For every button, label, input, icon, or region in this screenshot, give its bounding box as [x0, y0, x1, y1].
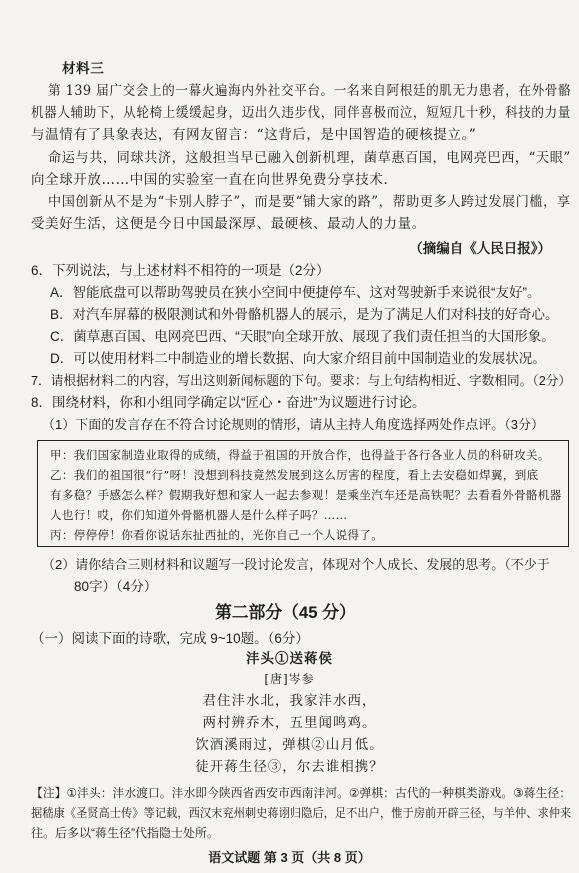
speech-yi-line1: 乙：我们的祖国很“行”呀！没想到科技竟然发展到这么厉害的程度，看上去安稳如焊翼，到底: [50, 468, 539, 482]
poem-author: [唐]岑参: [264, 672, 315, 686]
poem-line-4: 徒开蒋生径③，尔去谁相携？: [195, 759, 384, 775]
material-source: （摘编自《人民日报》）: [409, 241, 551, 256]
material-p1-line3: 与温情有了具象表达，有网友留言：“这背后，是中国智造的硬核提立。”: [31, 127, 477, 143]
poem-line-1: 君住沣水北，我家沣水西，: [202, 693, 377, 709]
q8-sub2-line1: （2）请你结合三则材料和议题写一段讨论发言，体现对个人成长、发展的思考。（不少于: [42, 557, 550, 572]
q6-stem: 6．下列说法，与上述材料不相符的一项是（2分）: [31, 263, 330, 278]
q8-sub1: （1）下面的发言存在不符合讨论规则的情形，请从主持人角度选择两处作点评。（3分）: [42, 417, 544, 432]
material-p1-line2: 机器人辅助下，从轮椅上缓缓起身，迈出久违步伐，同伴喜极而泣，短短几十秒，科技的力量: [31, 105, 571, 121]
poem-title: 沣头①送蒋侯: [246, 651, 333, 666]
poem-line-3: 饮酒溪雨过，弹棋②山月低。: [195, 737, 384, 753]
q8-sub2-line2: 80字）（4分）: [74, 579, 158, 594]
q6-option-b: B．对汽车屏幕的极限测试和外骨骼机器人的展示，是为了满足人们对科技的好奇心。: [50, 307, 559, 322]
material-p1-line1: 第 139 届广交会上的一幕火遍海内外社交平台。一名来自阿根廷的肌无力患者，在外骨骼: [48, 83, 572, 99]
material-p2-line1: 命运与共，同球共济，这般担当早已融入创新机理，菌草惠百国，电网亮巴西，“天眼”: [48, 150, 571, 166]
discussion-box: [37, 440, 569, 547]
part2-section: （一）阅读下面的诗歌，完成 9~10题。（6分）: [31, 631, 309, 646]
part2-title: 第二部分（45 分）: [215, 603, 356, 622]
poem-line-2: 两村辨乔木，五里闻鸣鸡。: [202, 715, 377, 731]
poem-note-line2: 据嵇康《圣贤高士传》等记载，西汉末兖州刺史蒋诩归隐后，足不出户，惟于房前开辟三径，与羊仲、求仲来: [31, 806, 572, 820]
speech-yi-line2: 有多稳？手感怎么样？假期我好想和家人一起去参观！是乘坐汽车还是高铁呢？去看看外骨骼机器: [50, 488, 562, 502]
page-footer: 语文试题 第 3 页（共 8 页）: [208, 850, 371, 865]
material-p3-line1: 中国创新从不是为“卡别人脖子”，而是要“铺大家的路”，帮助更多人跨过发展门槛，享: [48, 194, 571, 210]
q6-option-c: C．菌草惠百国、电网亮巴西、“天眼”向全球开放、展现了我们责任担当的大国形象。: [50, 329, 555, 344]
q6-option-a: A．智能底盘可以帮助驾驶员在狭小空间中便捷停车、这对驾驶新手来说很“友好”。: [50, 285, 541, 300]
poem-note-line1: 【注】①沣头：沣水渡口。沣水即今陕西省西安市西南沣河。②弹棋：古代的一种棋类游戏。③蒋生径：: [31, 786, 572, 800]
poem-note-line3: 往。后多以“蒋生径”代指隐士处所。: [31, 826, 219, 840]
q7-stem: 7．请根据材料二的内容，写出这则新闻标题的下句。要求：与上句结构相近、字数相同。（2分）: [31, 373, 572, 388]
material-p3-line2: 受美好生活，这便是今日中国最深厚、最硬核、最动人的力量。: [31, 216, 426, 232]
q8-stem: 8．围绕材料，你和小组同学确定以“匠心・奋进”为议题进行讨论。: [31, 395, 426, 410]
speech-bing: 丙：停停停！你看你说话东扯西扯的，光你自己一个人说得了。: [50, 528, 384, 542]
material-p2-line2: 向全球开放……中国的实验室一直在向世界免费分享技术.: [31, 172, 389, 188]
speech-jia: 甲：我们国家制造业取得的成绩，得益于祖国的开放合作，也得益于各行各业人员的科研攻关。: [50, 448, 550, 462]
q6-option-d: D．可以使用材料二中制造业的增长数据、向大家介绍目前中国制造业的发展状况。: [50, 351, 546, 366]
speech-yi-line3: 人也行！哎，你们知道外骨骼机器人是什么样子吗？……: [50, 508, 348, 522]
material-heading: 材料三: [62, 61, 105, 77]
